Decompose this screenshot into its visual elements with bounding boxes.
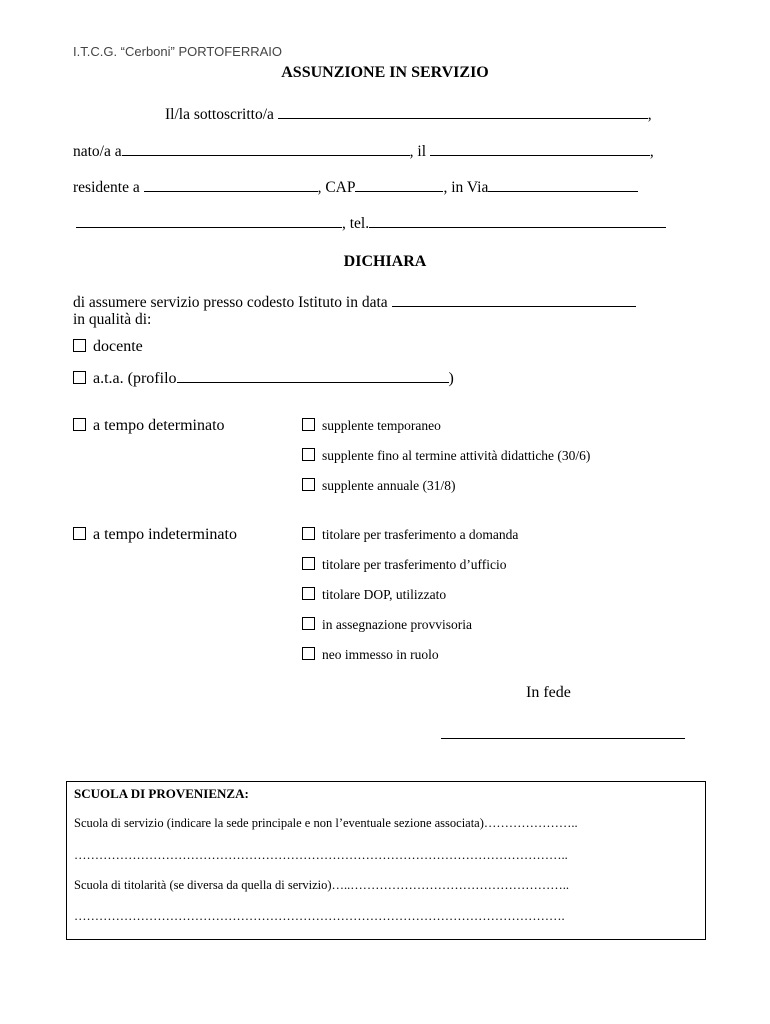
docente-option[interactable] [73,338,143,356]
ind-option-1[interactable] [302,557,507,573]
data-servizio-field[interactable] [392,292,636,307]
qualita-text: in qualità di: [73,311,152,328]
ata-option[interactable] [73,368,454,388]
docente-label: docente [93,338,143,355]
provenienza-box [66,781,706,940]
ind-option-0[interactable] [302,527,518,543]
docente-checkbox[interactable] [73,339,86,352]
ind-option-4-label: neo immesso in ruolo [322,647,439,662]
ata-checkbox[interactable] [73,371,86,384]
ind-option-4[interactable] [302,647,439,663]
cap-field[interactable] [355,177,443,192]
il-label: , il [409,143,427,160]
nascita-row [73,141,654,161]
ind-option-2-checkbox[interactable] [302,587,315,600]
ind-option-4-checkbox[interactable] [302,647,315,660]
det-option-2[interactable] [302,478,455,494]
natoa-label: nato/a a [73,143,122,160]
luogo-nascita-field[interactable] [122,141,410,156]
det-option-0-label: supplente temporaneo [322,418,441,433]
ata-label: a.t.a. (profilo [93,370,177,387]
determinato-checkbox[interactable] [73,418,86,431]
cap-label: , CAP [317,179,356,196]
via-field[interactable] [488,177,638,192]
det-option-0-checkbox[interactable] [302,418,315,431]
scuola-titolarita-dots[interactable]: ………………………………………………………………………………………………………. [74,909,565,923]
ind-option-0-label: titolare per trasferimento a domanda [322,527,519,542]
telefono-field[interactable] [369,213,666,228]
servizio-text: di assumere servizio presso codesto Istituto in data [73,294,388,311]
data-servizio-row [73,292,636,312]
scuola-titolarita-field[interactable]: Scuola di titolarità (se diversa da quella di servizio)…..…………………………………………….. [74,878,570,892]
form-title: ASSUNZIONE IN SERVIZIO [281,64,489,81]
determinato-label: a tempo determinato [93,417,225,434]
det-option-1-checkbox[interactable] [302,448,315,461]
scuola-servizio-dots[interactable]: ……………………………………………………………………………………………………….. [74,848,568,862]
ind-option-1-checkbox[interactable] [302,557,315,570]
ind-option-3-label: in assegnazione provvisoria [322,617,472,632]
det-option-1-label: supplente fino al termine attività didattiche (30/6) [322,448,591,463]
dichiara-heading: DICHIARA [343,253,427,270]
indeterminato-label: a tempo indeterminato [93,526,237,543]
via-label: , in Via [443,179,489,196]
comma: , [647,106,652,123]
scuola-servizio-field[interactable]: Scuola di servizio (indicare la sede principale e non l’eventuale sezione associata)………………….. [74,816,578,830]
provenienza-title: SCUOLA DI PROVENIENZA: [74,786,249,801]
determinato-option[interactable] [73,417,225,435]
ind-option-1-label: titolare per trasferimento d’ufficio [322,557,507,572]
indirizzo-field[interactable] [76,213,342,228]
ind-option-0-checkbox[interactable] [302,527,315,540]
residenza-row [73,177,638,197]
det-option-0[interactable] [302,418,441,434]
telefono-row [76,213,666,233]
indeterminato-option[interactable] [73,526,237,544]
ind-option-2-label: titolare DOP, utilizzato [322,587,447,602]
comma: , [649,143,654,160]
det-option-1[interactable] [302,448,590,464]
det-option-2-label: supplente annuale (31/8) [322,478,456,493]
ind-option-3-checkbox[interactable] [302,617,315,630]
data-nascita-field[interactable] [430,141,650,156]
profilo-field[interactable] [177,368,449,383]
in-fede-label: In fede [526,684,571,701]
tel-label: , tel. [342,215,370,232]
signature-line[interactable] [441,738,685,739]
residente-label: residente a [73,179,140,196]
sottoscritto-label: Il/la sottoscritto/a [165,106,274,123]
indeterminato-checkbox[interactable] [73,527,86,540]
ind-option-2[interactable] [302,587,446,603]
det-option-2-checkbox[interactable] [302,478,315,491]
school-name: I.T.C.G. “Cerboni” PORTOFERRAIO [73,44,283,59]
sottoscritto-field[interactable] [278,104,648,119]
sottoscritto-row [165,104,652,124]
ata-close: ) [448,370,454,387]
residenza-field[interactable] [144,177,318,192]
ind-option-3[interactable] [302,617,472,633]
